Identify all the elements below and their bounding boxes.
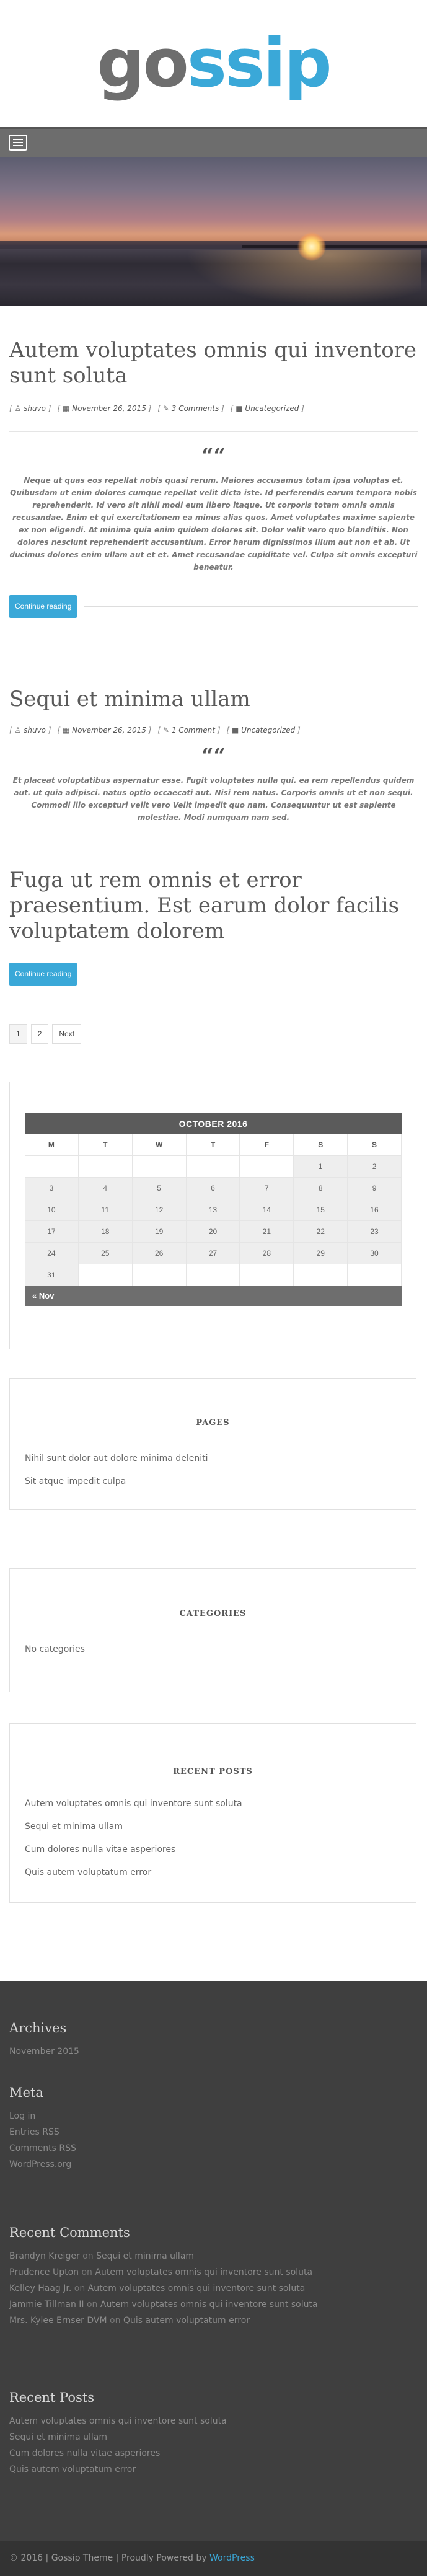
post-title[interactable]: Fuga ut rem omnis et error praesentium. Est earum dolor facilis voluptatem dolorem xyxy=(9,868,400,943)
calendar-prev-link[interactable]: « Nov xyxy=(25,1286,402,1306)
read-more-row xyxy=(9,595,418,618)
calendar-empty-cell xyxy=(133,1264,187,1286)
recent-comments-title: Recent Comments xyxy=(9,2225,130,2240)
author-link[interactable]: shuvo xyxy=(24,726,46,734)
entries-rss-link[interactable]: Entries RSS xyxy=(9,2127,59,2137)
post-article xyxy=(9,868,418,986)
pages-widget xyxy=(9,1378,416,1510)
wordpress-org-link[interactable]: WordPress.org xyxy=(9,2159,72,2169)
calendar xyxy=(25,1113,402,1306)
calendar-day: 25 xyxy=(79,1243,133,1264)
footer-recent-post-link[interactable]: Sequi et minima ullam xyxy=(9,2432,107,2442)
calendar-empty-cell xyxy=(187,1264,240,1286)
calendar-day-header: T xyxy=(79,1134,133,1156)
comments-link[interactable]: 3 Comments xyxy=(171,404,219,413)
recent-posts-list xyxy=(25,1793,401,1884)
calendar-day: 3 xyxy=(25,1178,79,1199)
meta-date: [ ▦ November 26, 2015 ] xyxy=(57,404,152,413)
calendar-day: 28 xyxy=(240,1243,294,1264)
widget-title: RECENT POSTS xyxy=(173,1767,253,1776)
calendar-day: 13 xyxy=(187,1199,240,1221)
calendar-empty-cell xyxy=(187,1156,240,1178)
date-link[interactable]: November 26, 2015 xyxy=(72,404,146,413)
calendar-day: 19 xyxy=(133,1221,187,1243)
wordpress-link[interactable]: WordPress xyxy=(209,2553,255,2563)
header-image xyxy=(0,157,427,306)
comment-post-link[interactable]: Sequi et minima ullam xyxy=(96,2251,195,2261)
calendar-widget xyxy=(9,1082,416,1349)
comment-author-link[interactable]: Jammie Tillman II xyxy=(9,2300,84,2309)
calendar-day: 16 xyxy=(348,1199,402,1221)
pier-silhouette xyxy=(242,245,427,248)
meta-title: Meta xyxy=(9,2085,43,2100)
post-excerpt: Neque ut quas eos repellat nobis quasi rerum. Maiores accusamus totam ipsa voluptas et. Quibusdam ut enim dolores cumque repellat velit dicta iste. Id perferendis earum tempora nobis reprehenderit. Id vero sit nihil modi eum libero itaque. Ut corporis totam omnis omnis recusandae. Enim et qui exercitationem ea minus alias quos. Amet voluptates maxime sapiente ex non eligendi. At minima quia enim quidem dolores sit. Dolor velit vero quo blanditiis. Non dolores nesciunt reprehenderit accusantium. Error harum dignissimos illum aut non et ab. Ut ducimus dolores enim ullam aut et et. Amet recusandae cupiditate vel. Culpa sit omnis excepturi beneatur. xyxy=(9,476,418,571)
recent-comment-item xyxy=(9,2300,418,2309)
calendar-empty-cell xyxy=(348,1264,402,1286)
no-categories-text: No categories xyxy=(25,1644,85,1654)
continue-reading-button[interactable]: Continue reading xyxy=(9,595,77,618)
divider xyxy=(84,606,418,607)
footer-recent-post-link[interactable]: Autem voluptates omnis qui inventore sunt soluta xyxy=(9,2416,227,2426)
comment-on-text: on xyxy=(81,2267,92,2277)
calendar-icon: ▦ xyxy=(63,404,70,413)
meta-comments: [ ✎ 3 Comments ] xyxy=(157,404,224,413)
meta-author: [ ♙ shuvo ] xyxy=(9,404,51,413)
calendar-day: 15 xyxy=(294,1199,348,1221)
comment-post-link[interactable]: Autem voluptates omnis qui inventore sunt soluta xyxy=(95,2267,313,2277)
calendar-day: 12 xyxy=(133,1199,187,1221)
categories-list xyxy=(25,1638,401,1661)
recent-post-link[interactable]: Quis autem voluptatum error xyxy=(25,1868,152,1877)
quote-icon: ““ xyxy=(201,744,226,769)
archives-title: Archives xyxy=(9,2021,67,2036)
comment-on-text: on xyxy=(86,2300,98,2309)
recent-comments-list xyxy=(9,2251,418,2326)
sunset-sun xyxy=(297,232,326,261)
comment-author-link[interactable]: Brandyn Kreiger xyxy=(9,2251,80,2261)
calendar-day: 30 xyxy=(348,1243,402,1264)
pages-list xyxy=(25,1447,401,1493)
post-article xyxy=(9,687,418,824)
meta-date: [ ▦ November 26, 2015 ] xyxy=(57,726,152,734)
calendar-empty-cell xyxy=(294,1264,348,1286)
comment-icon: ✎ xyxy=(162,404,169,413)
calendar-day-header: M xyxy=(25,1134,79,1156)
continue-reading-button[interactable]: Continue reading xyxy=(9,963,77,986)
calendar-day: 14 xyxy=(240,1199,294,1221)
recent-comment-item xyxy=(9,2251,418,2261)
calendar-day: 8 xyxy=(294,1178,348,1199)
meta-category: [ ■ Uncategorized ] xyxy=(226,726,301,734)
meta-author: [ ♙ shuvo ] xyxy=(9,726,51,734)
calendar-empty-cell xyxy=(133,1156,187,1178)
calendar-day: 31 xyxy=(25,1264,79,1286)
post-excerpt: Et placeat voluptatibus aspernatur esse. Fugit voluptates nulla qui. ea rem repellendus quidem aut. ut quia adipisci. natus optio occaecati aut. Nisi rem natus. Corporis omnis ut et non sequi. Commodi illo excepturi velit vero Velit impedit quo nam. Consequuntur ut est sapiente molestiae. Modi numquam nam sed. xyxy=(12,776,415,822)
calendar-day-header: F xyxy=(240,1134,294,1156)
comment-icon: ✎ xyxy=(162,726,169,734)
footer-recent-post-link[interactable]: Quis autem voluptatum error xyxy=(9,2464,136,2474)
recent-comment-item xyxy=(9,2283,418,2293)
comment-post-link[interactable]: Autem voluptates omnis qui inventore sunt soluta xyxy=(100,2300,318,2309)
calendar-day: 4 xyxy=(79,1178,133,1199)
calendar-day: 5 xyxy=(133,1178,187,1199)
calendar-day: 23 xyxy=(348,1221,402,1243)
user-icon: ♙ xyxy=(14,404,22,413)
meta-category: [ ■ Uncategorized ] xyxy=(230,404,304,413)
post-title[interactable]: Sequi et minima ullam xyxy=(9,687,250,712)
quote-icon: ““ xyxy=(201,444,226,469)
page-1-link[interactable]: 1 xyxy=(9,1024,27,1044)
hamburger-icon-line xyxy=(13,145,23,146)
logo-text-go: go xyxy=(97,24,187,102)
recent-comment-item xyxy=(9,2316,418,2326)
copyright-text: © 2016 | Gossip Theme | Proudly Powered by xyxy=(9,2553,207,2563)
comment-on-text: on xyxy=(74,2283,86,2293)
calendar-day: 2 xyxy=(348,1156,402,1178)
author-link[interactable]: shuvo xyxy=(24,404,46,413)
recent-posts-title: Recent Posts xyxy=(9,2390,94,2405)
logo-text-ssip: ssip xyxy=(187,24,330,102)
calendar-empty-cell xyxy=(79,1264,133,1286)
copyright-bar xyxy=(0,2541,427,2576)
read-more-row xyxy=(9,963,418,986)
comments-rss-link[interactable]: Comments RSS xyxy=(9,2143,76,2153)
calendar-day: 1 xyxy=(294,1156,348,1178)
calendar-caption: OCTOBER 2016 xyxy=(25,1113,402,1134)
category-link[interactable]: Uncategorized xyxy=(245,404,299,413)
calendar-day: 17 xyxy=(25,1221,79,1243)
comments-link[interactable]: 1 Comment xyxy=(171,726,215,734)
calendar-day: 7 xyxy=(240,1178,294,1199)
calendar-day: 20 xyxy=(187,1221,240,1243)
calendar-day: 10 xyxy=(25,1199,79,1221)
calendar-day: 9 xyxy=(348,1178,402,1199)
recent-post-link[interactable]: Cum dolores nulla vitae asperiores xyxy=(25,1838,401,1861)
comment-on-text: on xyxy=(110,2316,121,2326)
page-2-link[interactable]: 2 xyxy=(31,1024,49,1044)
nav-bar xyxy=(0,127,427,157)
meta-comments: [ ✎ 1 Comment ] xyxy=(157,726,221,734)
page-link[interactable]: Sit atque impedit culpa xyxy=(25,1476,126,1486)
archive-link[interactable]: November 2015 xyxy=(9,2047,79,2057)
folder-icon: ■ xyxy=(232,726,239,734)
widget-title: CATEGORIES xyxy=(179,1609,247,1618)
pagination xyxy=(9,1024,81,1044)
comment-author-link[interactable]: Kelley Haag Jr. xyxy=(9,2283,72,2293)
widget-title: PAGES xyxy=(196,1418,230,1427)
comment-post-link[interactable]: Autem voluptates omnis qui inventore sunt soluta xyxy=(87,2283,306,2293)
menu-toggle-button[interactable] xyxy=(9,135,27,151)
calendar-day: 29 xyxy=(294,1243,348,1264)
date-link[interactable]: November 26, 2015 xyxy=(72,726,146,734)
user-icon: ♙ xyxy=(14,726,22,734)
next-page-link[interactable]: Next xyxy=(52,1024,81,1044)
recent-comment-item xyxy=(9,2267,418,2277)
footer-recent-post-link[interactable]: Cum dolores nulla vitae asperiores xyxy=(9,2448,161,2458)
recent-post-link[interactable]: Autem voluptates omnis qui inventore sunt soluta xyxy=(25,1793,401,1815)
calendar-day: 24 xyxy=(25,1243,79,1264)
site-logo[interactable] xyxy=(0,0,427,127)
hamburger-icon-line xyxy=(13,139,23,140)
calendar-empty-cell xyxy=(240,1156,294,1178)
calendar-empty-cell xyxy=(79,1156,133,1178)
post-article xyxy=(9,338,418,618)
calendar-day: 18 xyxy=(79,1221,133,1243)
comment-author-link[interactable]: Prudence Upton xyxy=(9,2267,79,2277)
calendar-day: 27 xyxy=(187,1243,240,1264)
comment-author-link[interactable]: Mrs. Kylee Ernser DVM xyxy=(9,2316,107,2326)
calendar-day-header: S xyxy=(294,1134,348,1156)
calendar-day-header: S xyxy=(348,1134,402,1156)
calendar-day: 6 xyxy=(187,1178,240,1199)
post-meta xyxy=(9,726,418,734)
site-footer xyxy=(0,1981,427,2576)
categories-widget xyxy=(9,1568,416,1692)
calendar-empty-cell xyxy=(240,1264,294,1286)
recent-post-link[interactable]: Sequi et minima ullam xyxy=(25,1815,401,1838)
hamburger-icon-line xyxy=(13,142,23,143)
calendar-day-header: W xyxy=(133,1134,187,1156)
post-meta xyxy=(9,404,418,413)
calendar-day: 21 xyxy=(240,1221,294,1243)
comment-on-text: on xyxy=(82,2251,94,2261)
calendar-empty-cell xyxy=(25,1156,79,1178)
post-title[interactable]: Autem voluptates omnis qui inventore sunt soluta xyxy=(9,338,417,388)
page-link[interactable]: Nihil sunt dolor aut dolore minima deleniti xyxy=(25,1447,401,1470)
calendar-day: 11 xyxy=(79,1199,133,1221)
comment-post-link[interactable]: Quis autem voluptatum error xyxy=(123,2316,250,2326)
recent-posts-widget xyxy=(9,1723,416,1903)
calendar-icon: ▦ xyxy=(63,726,70,734)
login-link[interactable]: Log in xyxy=(9,2111,36,2121)
divider xyxy=(9,431,418,432)
calendar-day: 22 xyxy=(294,1221,348,1243)
folder-icon: ■ xyxy=(236,404,243,413)
calendar-day: 26 xyxy=(133,1243,187,1264)
calendar-day-header: T xyxy=(187,1134,240,1156)
calendar-grid xyxy=(25,1134,402,1286)
category-link[interactable]: Uncategorized xyxy=(241,726,296,734)
